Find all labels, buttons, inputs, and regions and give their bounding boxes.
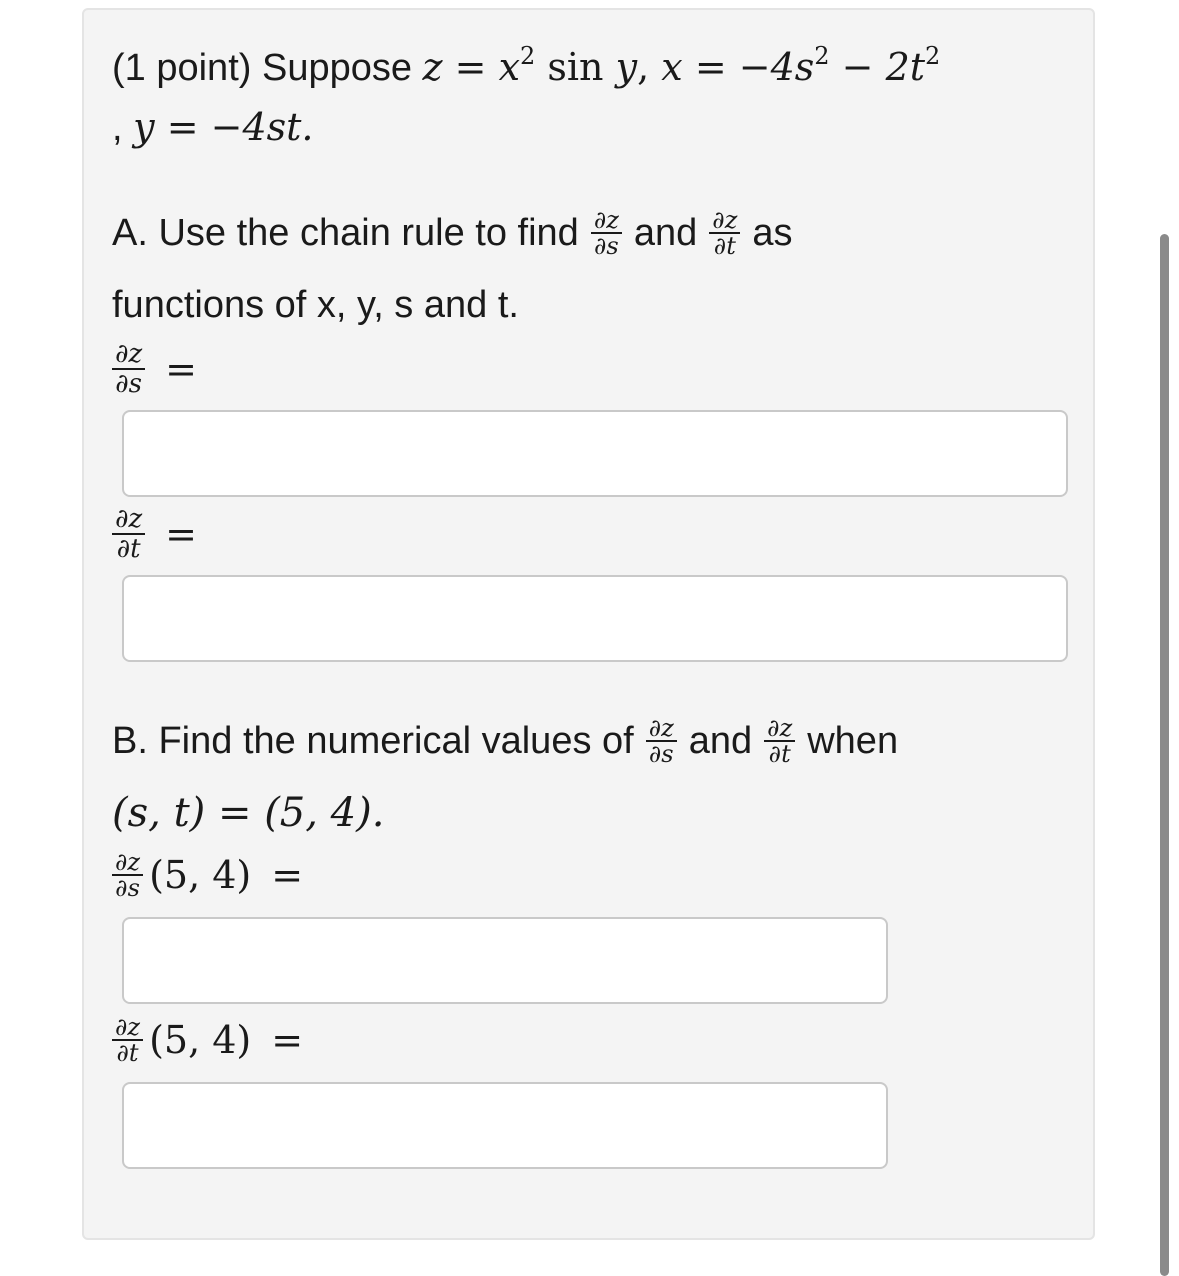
answer-input-dz-ds-value[interactable]: [122, 917, 888, 1004]
frac-num: ∂z: [112, 850, 143, 876]
fraction-dz-dt: [764, 716, 795, 766]
answer-input-dz-dt-value[interactable]: [122, 1082, 888, 1169]
part-a-intro: A. Use the chain rule to find: [112, 212, 579, 254]
fraction-dz-ds: [646, 716, 677, 766]
as-word: as: [752, 212, 793, 254]
part-b-instruction: [112, 716, 898, 766]
frac-num: ∂z: [646, 716, 677, 742]
label-dz-dt: [112, 505, 197, 563]
eq-y-lhs: y: [133, 105, 155, 149]
frac-den: ∂s: [115, 874, 140, 902]
problem-statement-line2: , y = −4st.: [112, 105, 314, 149]
label-dz-ds: [112, 340, 197, 398]
part-a-line2: functions of x, y, s and t.: [112, 284, 519, 326]
fraction-dz-ds: [591, 208, 622, 258]
frac-den: ∂t: [713, 232, 736, 260]
equals-sign: =: [165, 512, 197, 556]
eq-z-rhs-var: x: [498, 45, 521, 89]
frac-num: ∂z: [591, 208, 622, 234]
answer-input-dz-ds[interactable]: [122, 410, 1068, 497]
suppose-word: Suppose: [261, 47, 412, 89]
fraction-dz-dt: [709, 208, 740, 258]
point-equation: [112, 790, 384, 836]
frac-num: ∂z: [112, 340, 145, 370]
eq-x-exp2: 2: [925, 42, 941, 70]
eq-x-lhs: x: [661, 45, 683, 89]
answer-input-dz-dt[interactable]: [122, 575, 1068, 662]
frac-den: ∂t: [768, 740, 791, 768]
frac-num: ∂z: [112, 505, 145, 535]
eq-x-minus: − 2t: [841, 45, 926, 89]
fraction-dz-dt-label: [112, 505, 145, 563]
frac-den: ∂t: [116, 1039, 139, 1067]
fraction-dz-ds-label: [112, 340, 145, 398]
eq-x-exp1: 2: [814, 42, 830, 70]
fraction-dz-dt-small: [112, 1015, 143, 1065]
part-a-instruction: [112, 208, 793, 258]
and-word: and: [633, 212, 698, 254]
frac-den: ∂t: [116, 534, 141, 564]
scrollbar[interactable]: [1160, 234, 1169, 1276]
point-eq-text: (s, t) = (5, 4).: [112, 790, 385, 836]
equals-sign: =: [271, 853, 304, 897]
frac-den: ∂s: [115, 369, 142, 399]
eq-z-rhs-fn: sin: [547, 45, 604, 89]
equals-sign: =: [165, 347, 197, 391]
eq-z-lhs: z: [422, 45, 443, 89]
equals-sign: =: [271, 1018, 304, 1062]
eq-y-rhs: −4st.: [210, 105, 314, 149]
when-word: when: [807, 720, 899, 762]
eq-z-rhs-exp: 2: [520, 42, 536, 70]
frac-num: ∂z: [764, 716, 795, 742]
frac-den: ∂s: [593, 232, 619, 260]
at-point: (5, 4): [149, 853, 252, 897]
problem-statement-line1: [112, 44, 940, 91]
and-word: and: [688, 720, 753, 762]
label-dz-dt-at-point: [112, 1015, 303, 1065]
label-dz-ds-at-point: [112, 850, 303, 900]
equation-z: $z = x^2$ sin y, $x = -4s^2 - 2t^2$: [422, 42, 941, 89]
eq-x-rhs: −4s: [738, 45, 815, 89]
frac-num: ∂z: [709, 208, 740, 234]
fraction-dz-ds-small: [112, 850, 143, 900]
points-label: (1 point): [112, 47, 252, 89]
part-b-intro: B. Find the numerical values of: [112, 720, 634, 762]
frac-den: ∂s: [648, 740, 674, 768]
frac-num: ∂z: [112, 1015, 143, 1041]
at-point: (5, 4): [149, 1018, 252, 1062]
eq-z-rhs-arg: y: [615, 45, 638, 89]
